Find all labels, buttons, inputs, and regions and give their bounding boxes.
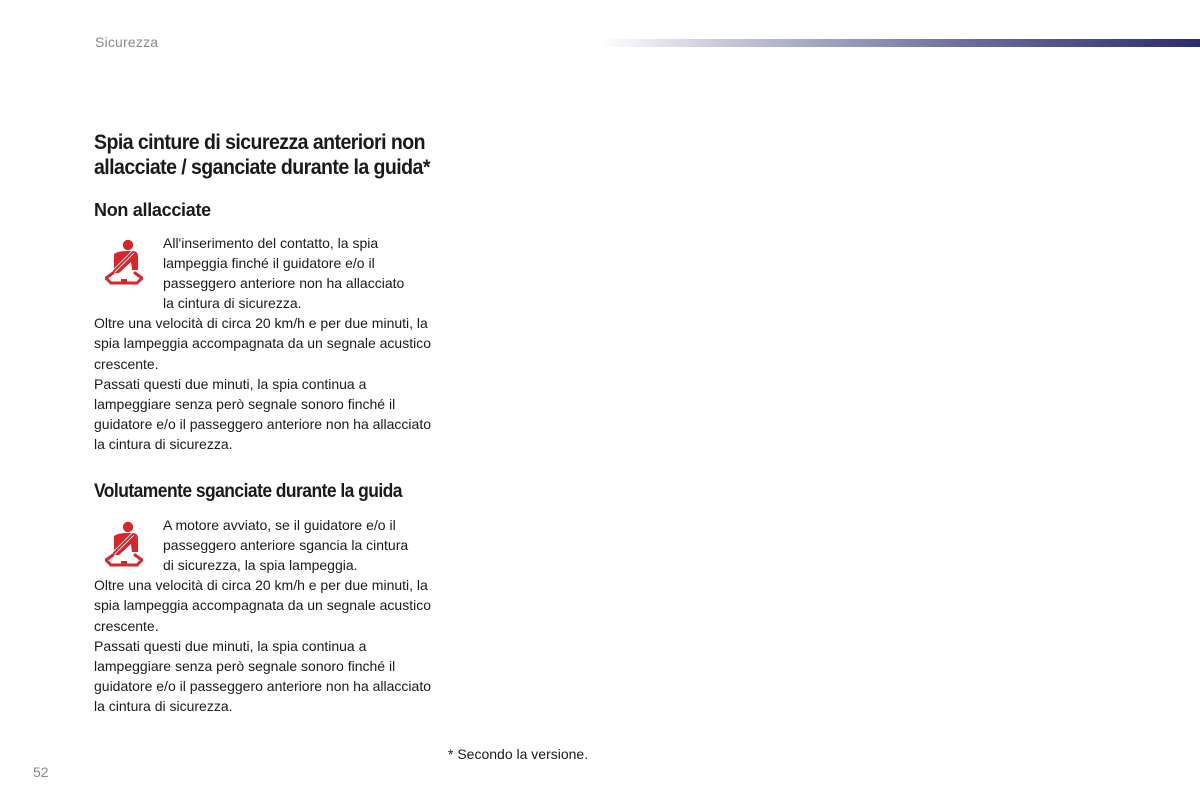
main-content <box>94 130 434 716</box>
intro-text: A motore avviato, se il guidatore e/o il passeggero anteriore sgancia la cintura di sicurezza, la spia lampeggia. <box>163 517 409 574</box>
subsection-title-not-fastened: Non allacciate <box>94 200 211 220</box>
footnote: * Secondo la versione. <box>448 746 589 762</box>
section-unfastened-while-driving <box>94 515 434 716</box>
section-not-fastened <box>94 233 434 454</box>
section-label: Sicurezza <box>95 34 159 50</box>
seatbelt-warning-icon <box>94 233 163 287</box>
page-number: 52 <box>33 764 49 780</box>
body-paragraph: Oltre una velocità di circa 20 km/h e per due minuti, la spia lampeggia accompagnata da un segnale acustico crescente. <box>94 315 432 372</box>
header-gradient-bar <box>600 39 1200 47</box>
seatbelt-warning-icon <box>94 515 163 569</box>
icon-text-row <box>94 515 434 575</box>
body-paragraph: Passati questi due minuti, la spia continua a lampeggiare senza però segnale sonoro finché il guidatore e/o il passeggero anteriore non ha allacciato la cintura di sicurezza. <box>94 637 432 714</box>
body-paragraph: Passati questi due minuti, la spia continua a lampeggiare senza però segnale sonoro finché il guidatore e/o il passeggero anteriore non ha allacciato la cintura di sicurezza. <box>94 375 432 452</box>
body-paragraph: Oltre una velocità di circa 20 km/h e per due minuti, la spia lampeggia accompagnata da un segnale acustico crescente. <box>94 577 432 634</box>
icon-text-row <box>94 233 434 313</box>
subsection-title-unfastened-while-driving: Volutamente sganciate durante la guida <box>94 481 402 503</box>
page-title: Spia cinture di sicurezza anteriori non allacciate / sganciate durante la guida* <box>94 131 430 179</box>
intro-text: All'inserimento del contatto, la spia lampeggia finché il guidatore e/o il passeggero anteriore non ha allacciato la cintura di sicurezza. <box>163 235 405 312</box>
